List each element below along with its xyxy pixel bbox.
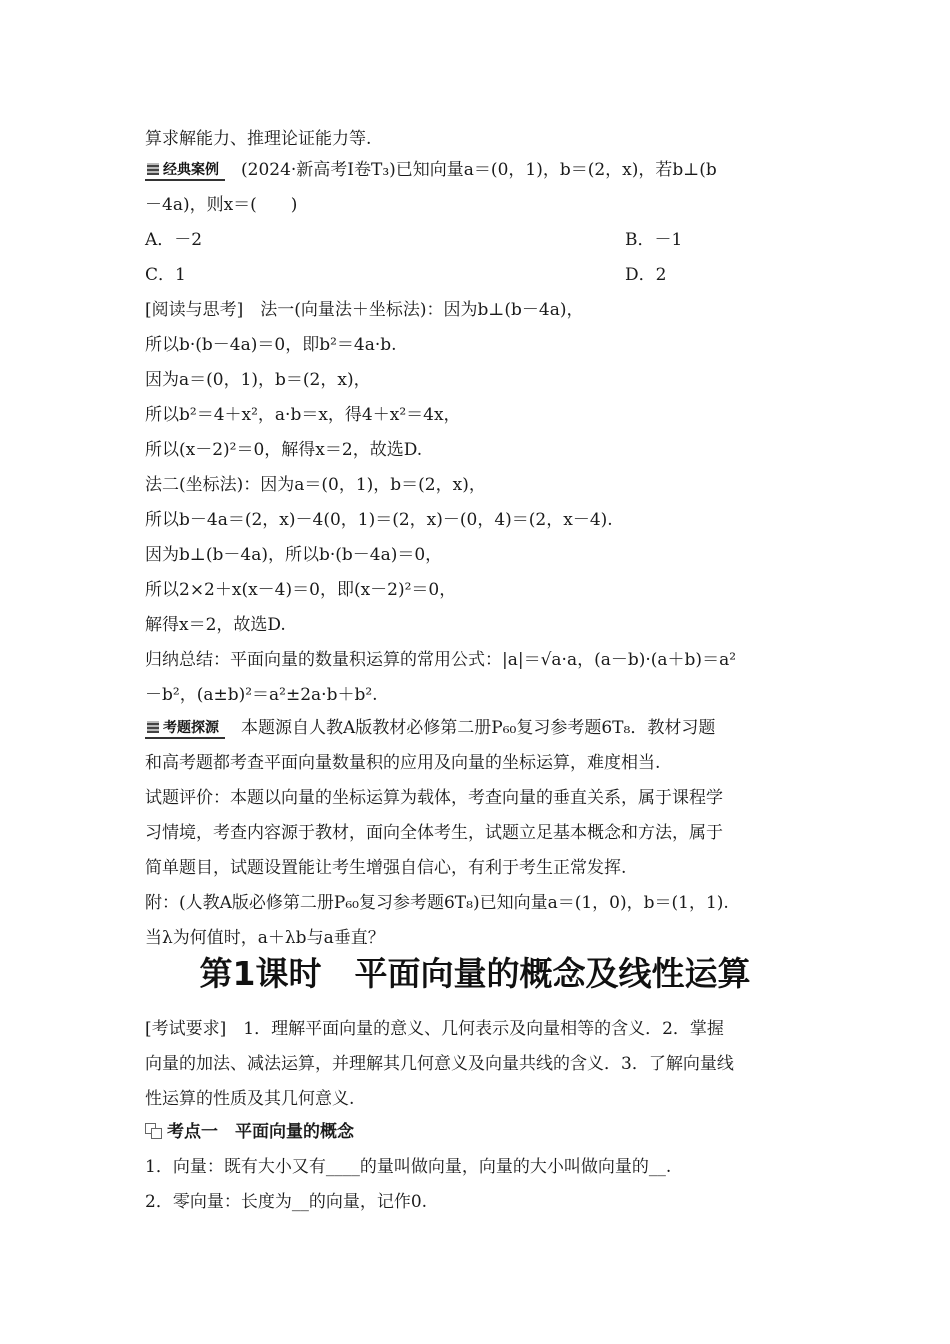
text-line: 所以2×2＋x(x－4)＝0，即(x－2)²＝0， bbox=[145, 580, 457, 600]
section-heading: 考点一 平面向量的概念 bbox=[145, 1120, 810, 1144]
section-badge-source: 考题探源 bbox=[145, 719, 225, 739]
text-line: 试题评价：本题以向量的坐标运算为载体，考查向量的垂直关系，属于课程学 bbox=[145, 788, 723, 808]
chapter-title: 第1课时 平面向量的概念及线性运算 bbox=[199, 954, 751, 993]
text-line: [阅读与思考] 法一(向量法＋坐标法)：因为b⊥(b－4a)， bbox=[145, 300, 584, 320]
text-line: 向量的加法、减法运算，并理解其几何意义及向量共线的含义．3．了解向量线 bbox=[145, 1054, 734, 1074]
badge-square-icon bbox=[147, 721, 159, 733]
text-line: 所以b－4a＝(2，x)－4(0，1)＝(2，x)－(0，4)＝(2，x－4). bbox=[145, 510, 613, 530]
text-line: [考试要求] 1．理解平面向量的意义、几何表示及向量相等的含义．2．掌握 bbox=[145, 1019, 724, 1039]
option-d: D．2 bbox=[625, 265, 667, 285]
option-b: B．－1 bbox=[625, 230, 683, 250]
text-line: －4a)，则x＝( ) bbox=[145, 195, 298, 215]
overlapping-squares-icon bbox=[145, 1123, 163, 1139]
text-line: －b²，(a±b)²＝a²±2a·b＋b². bbox=[145, 685, 378, 705]
text-line: 习情境，考查内容源于教材，面向全体考生，试题立足基本概念和方法，属于 bbox=[145, 823, 723, 843]
badge-square-icon bbox=[147, 163, 159, 175]
text-line: 所以b²＝4＋x²，a·b＝x，得4＋x²＝4x， bbox=[145, 405, 461, 425]
text-line: 当λ为何值时，a＋λb与a垂直？ bbox=[145, 928, 385, 948]
option-a: A．－2 bbox=[145, 230, 203, 250]
text-line: 1．向量：既有大小又有____的量叫做向量，向量的大小叫做向量的__. bbox=[145, 1157, 672, 1177]
text-line: 考题探源 本题源自人教A版教材必修第二册P₆₀复习参考题6T₈．教材习题 bbox=[145, 716, 810, 740]
options-row bbox=[145, 263, 810, 287]
text-line: 所以(x－2)²＝0，解得x＝2，故选D. bbox=[145, 440, 423, 460]
text-line: 和高考题都考查平面向量数量积的应用及向量的坐标运算，难度相当. bbox=[145, 753, 661, 773]
text-line: 经典案例 (2024·新高考Ⅰ卷T₃)已知向量a＝(0，1)，b＝(2，x)，若b⊥(b bbox=[145, 158, 810, 182]
text-line: 因为a＝(0，1)，b＝(2，x)， bbox=[145, 370, 371, 390]
option-c: C．1 bbox=[145, 265, 186, 285]
text-line: 2．零向量：长度为__的向量，记作0. bbox=[145, 1192, 428, 1212]
text-line: 性运算的性质及其几何意义. bbox=[145, 1089, 355, 1109]
options-row bbox=[145, 228, 810, 252]
text-line: 所以b·(b－4a)＝0，即b²＝4a·b. bbox=[145, 335, 397, 355]
section-badge-classic-case: 经典案例 bbox=[145, 161, 225, 181]
text-line: 解得x＝2，故选D. bbox=[145, 615, 286, 635]
text-line: 算求解能力、推理论证能力等. bbox=[145, 129, 372, 149]
text-line: 因为b⊥(b－4a)，所以b·(b－4a)＝0， bbox=[145, 545, 443, 565]
text-line: 附：(人教A版必修第二册P₆₀复习参考题6T₈)已知向量a＝(1，0)，b＝(1，1). bbox=[145, 893, 729, 913]
text-line: 简单题目，试题设置能让考生增强自信心，有利于考生正常发挥. bbox=[145, 858, 627, 878]
text-line: 归纳总结：平面向量的数量积运算的常用公式：|a|＝√a·a，(a－b)·(a＋b)＝a² bbox=[145, 650, 737, 670]
text-line: 法二(坐标法)：因为a＝(0，1)，b＝(2，x)， bbox=[145, 475, 486, 495]
